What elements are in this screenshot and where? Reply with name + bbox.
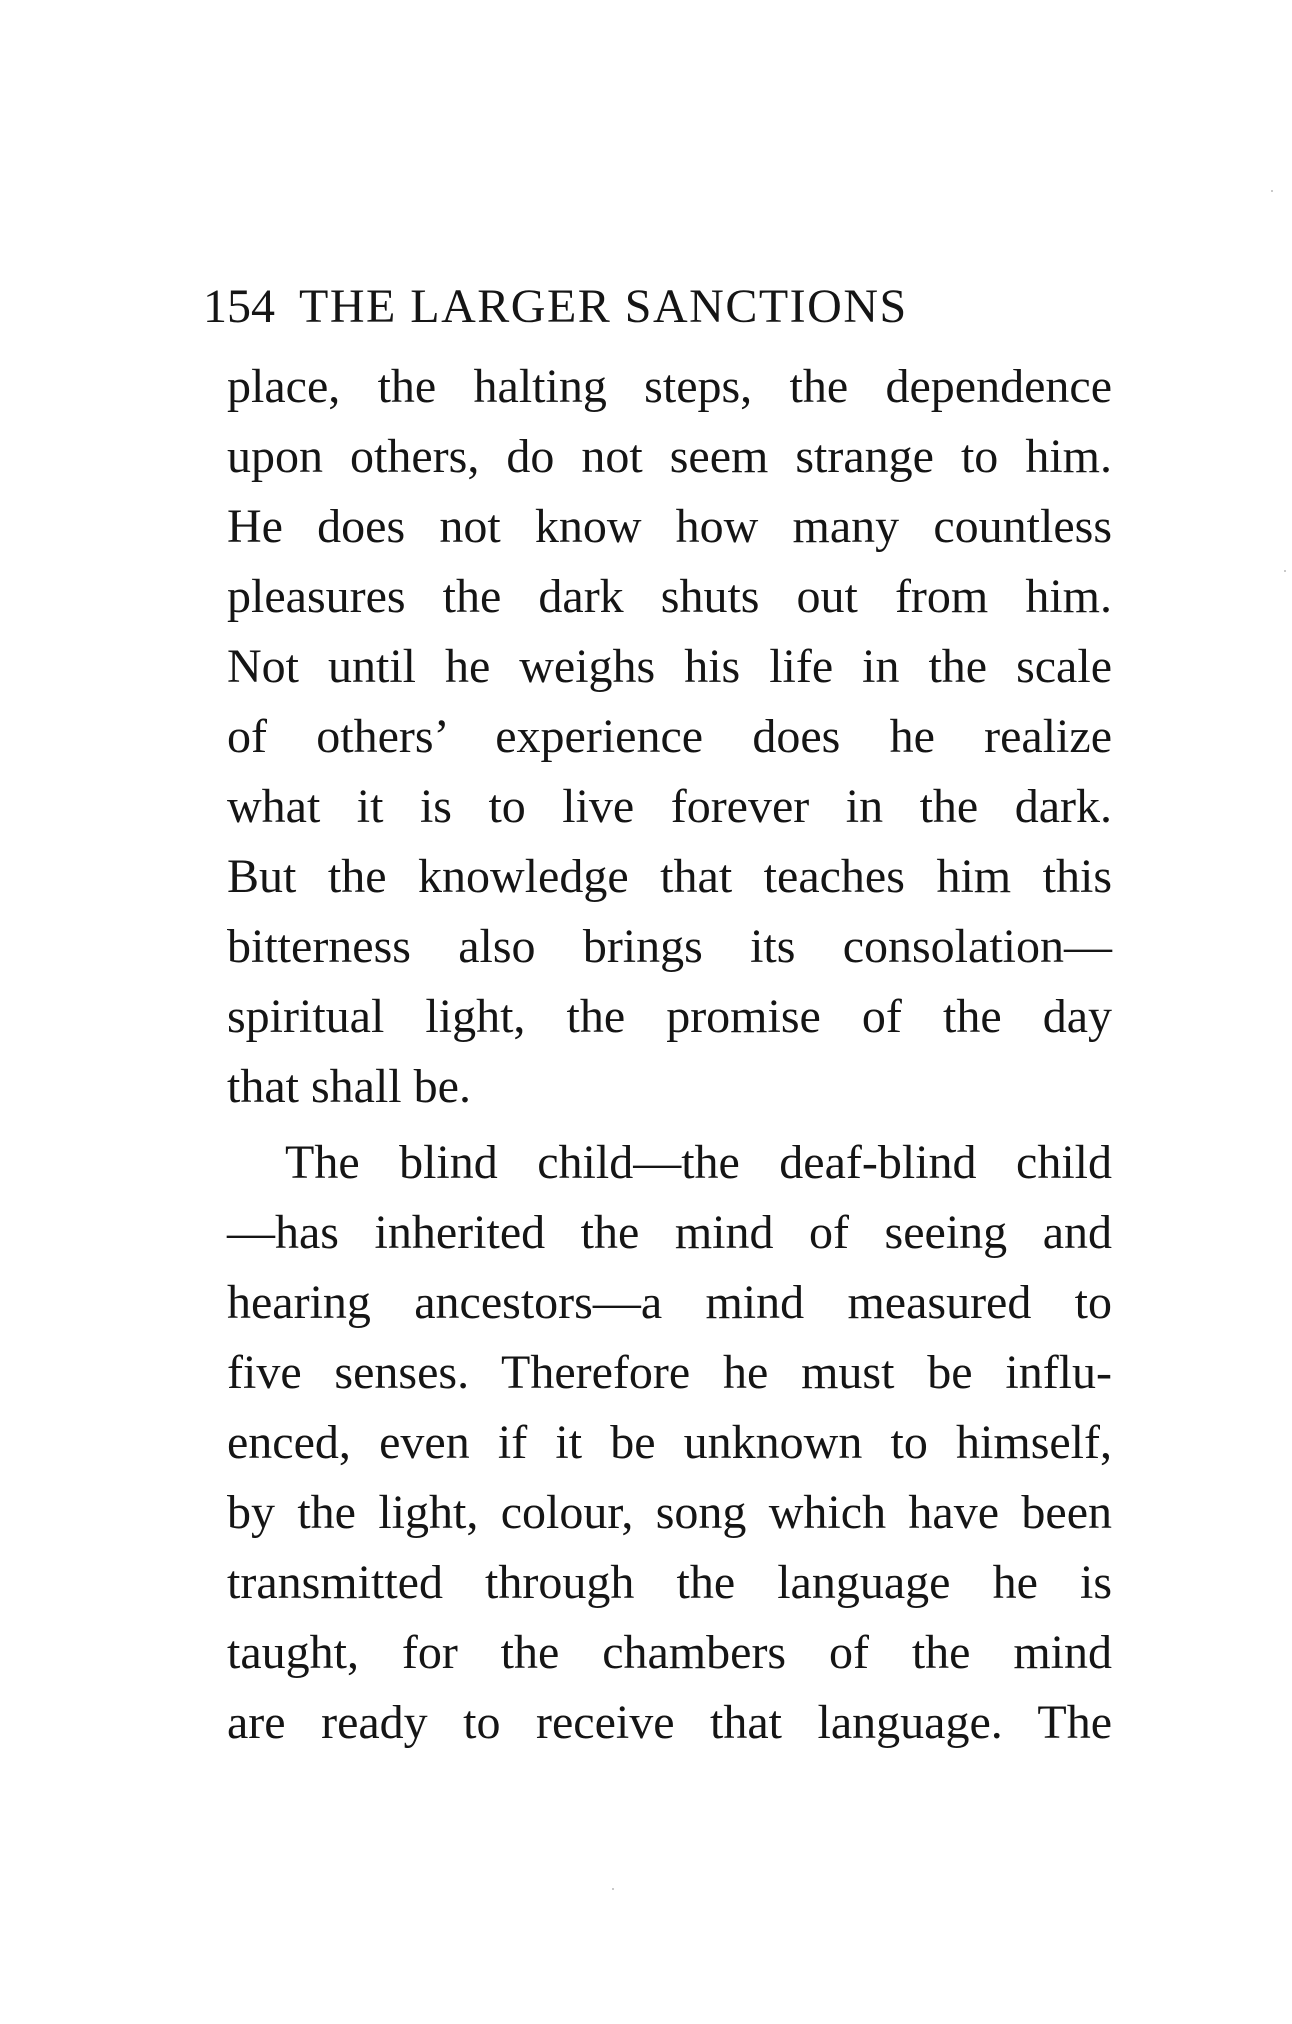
text-line: hearing ancestors—a mind measured to xyxy=(227,1276,1112,1329)
page-speck xyxy=(1284,570,1286,572)
text-line: But the knowledge that teaches him this xyxy=(227,850,1112,903)
running-head xyxy=(203,272,1033,342)
text-line: spiritual light, the promise of the day xyxy=(227,990,1112,1043)
text-line: transmitted through the language he is xyxy=(227,1556,1112,1609)
text-line: of others’ experience does he realize xyxy=(227,710,1112,763)
text-line: He does not know how many countless xyxy=(227,500,1112,553)
text-line: pleasures the dark shuts out from him. xyxy=(227,570,1112,623)
text-line: The blind child—the deaf-blind child xyxy=(285,1136,1112,1189)
text-line: place, the halting steps, the dependence xyxy=(227,360,1112,413)
page-speck xyxy=(612,1888,614,1890)
page-speck xyxy=(1271,190,1273,192)
text-line: enced, even if it be unknown to himself, xyxy=(227,1416,1112,1469)
text-line: taught, for the chambers of the mind xyxy=(227,1626,1112,1679)
text-line: by the light, colour, song which have been xyxy=(227,1486,1112,1539)
text-line: upon others, do not seem strange to him. xyxy=(227,430,1112,483)
text-line: bitterness also brings its consolation— xyxy=(227,920,1112,973)
running-title: THE LARGER SANCTIONS xyxy=(299,280,908,333)
text-line: five senses. Therefore he must be influ- xyxy=(227,1346,1112,1399)
text-line: —has inherited the mind of seeing and xyxy=(227,1206,1112,1259)
text-line: what it is to live forever in the dark. xyxy=(227,780,1112,833)
text-line: that shall be. xyxy=(227,1060,471,1113)
text-line: Not until he weighs his life in the scale xyxy=(227,640,1112,693)
text-line: are ready to receive that language. The xyxy=(227,1696,1112,1749)
page-number: 154 xyxy=(203,280,275,333)
